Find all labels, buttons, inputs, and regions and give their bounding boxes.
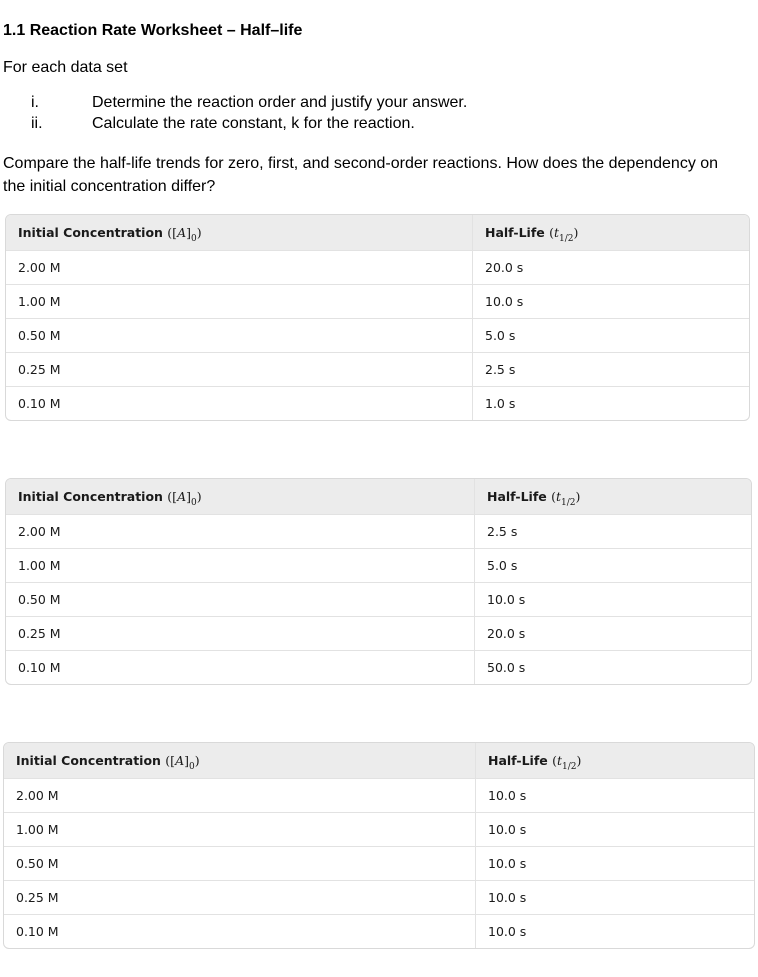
half-life-cell: 10.0 s [475,779,754,812]
concentration-cell: 0.10 M [16,924,59,939]
half-life-cell: 2.5 s [474,515,751,548]
table-header-row [4,743,754,778]
task-text: Calculate the rate constant, k for the reaction. [92,115,415,132]
table-row [6,616,751,650]
concentration-symbol: $([A]_0)$ [167,489,202,508]
half-life-symbol: $(t_{1/2})$ [552,753,582,772]
concentration-cell: 0.10 M [18,396,61,411]
concentration-cell: 1.00 M [16,822,59,837]
table-row [6,582,751,616]
half-life-cell: 2.5 s [472,353,749,386]
table-header-row [6,215,749,250]
header-initial-concentration [4,743,475,778]
half-life-cell: 20.0 s [472,251,749,284]
table-row [6,386,749,420]
header-label: Half-Life [485,225,545,240]
table-row [6,284,749,318]
intro-text: For each data set [3,59,128,76]
concentration-cell: 0.25 M [18,362,61,377]
concentration-cell: 0.25 M [16,890,59,905]
concentration-cell: 0.50 M [18,592,61,607]
concentration-cell: 0.25 M [18,626,61,641]
half-life-cell: 10.0 s [475,847,754,880]
header-label: Half-Life [487,489,547,504]
table-row [6,318,749,352]
half-life-cell: 1.0 s [472,387,749,420]
half-life-cell: 5.0 s [474,549,751,582]
concentration-cell: 2.00 M [16,788,59,803]
data-table-2 [5,478,752,685]
task-text: Determine the reaction order and justify your answer. [92,94,468,111]
worksheet-title: 1.1 Reaction Rate Worksheet – Half–life [3,22,303,39]
table-row [6,352,749,386]
half-life-symbol: $(t_{1/2})$ [551,489,581,508]
half-life-cell: 20.0 s [474,617,751,650]
header-label: Half-Life [488,753,548,768]
half-life-cell: 5.0 s [472,319,749,352]
half-life-cell: 10.0 s [475,881,754,914]
concentration-cell: 0.50 M [18,328,61,343]
concentration-cell: 1.00 M [18,294,61,309]
table-row [4,812,754,846]
table-row [4,880,754,914]
concentration-symbol: $([A]_0)$ [167,225,202,244]
concentration-cell: 1.00 M [18,558,61,573]
concentration-cell: 0.10 M [18,660,61,675]
concentration-cell: 2.00 M [18,524,61,539]
half-life-cell: 10.0 s [475,813,754,846]
data-table-1 [5,214,750,421]
header-half-life [474,479,751,514]
concentration-cell: 0.50 M [16,856,59,871]
table-row [4,846,754,880]
task-marker: i. [31,94,39,111]
header-half-life [472,215,749,250]
table-row [6,548,751,582]
table-row [6,514,751,548]
table-row [4,914,754,948]
header-initial-concentration [6,479,474,514]
half-life-cell: 10.0 s [475,915,754,948]
half-life-cell: 10.0 s [472,285,749,318]
half-life-symbol: $(t_{1/2})$ [549,225,579,244]
header-label: Initial Concentration [18,489,163,504]
concentration-symbol: $([A]_0)$ [165,753,200,772]
table-row [4,778,754,812]
header-initial-concentration [6,215,472,250]
half-life-cell: 10.0 s [474,583,751,616]
data-table-3 [3,742,755,949]
table-header-row [6,479,751,514]
table-row [6,250,749,284]
header-label: Initial Concentration [16,753,161,768]
half-life-cell: 50.0 s [474,651,751,684]
comparison-question: Compare the half-life trends for zero, first, and second-order reactions. How does the dependency on the initial concentration differ? [3,155,719,195]
task-marker: ii. [31,115,43,132]
header-half-life [475,743,754,778]
header-label: Initial Concentration [18,225,163,240]
table-row [6,650,751,684]
concentration-cell: 2.00 M [18,260,61,275]
